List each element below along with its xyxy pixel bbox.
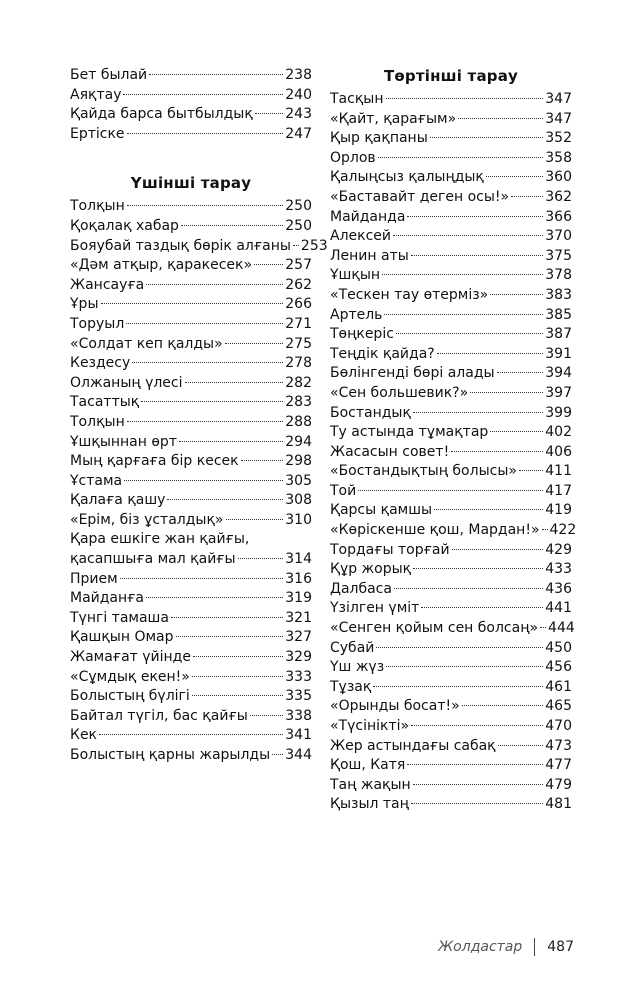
dot-leader [149,74,283,75]
toc-entry [330,795,572,815]
dot-leader [451,451,543,452]
toc-entry [330,364,572,384]
toc-entry-title: Қызыл таң [330,796,409,813]
toc-entry-page: 278 [285,355,312,372]
toc-entry-title: Той [330,482,357,499]
dot-leader [120,578,284,579]
toc-entry-page: 397 [545,384,572,401]
toc-entry-title: Олжаның үлесі [70,374,183,391]
dot-leader [241,460,284,461]
dot-leader [497,372,544,373]
dot-leader [462,705,544,706]
dot-leader [192,695,283,696]
toc-entry [330,384,572,404]
dot-leader [127,421,284,422]
toc-entry-page: 473 [545,737,572,754]
toc-entry-page: 385 [545,306,572,323]
toc-entry-page: 341 [285,727,312,744]
toc-entry-title: Түнгі тамаша [70,609,169,626]
toc-entry [70,237,328,257]
dot-leader [384,314,543,315]
toc-entry-page: 294 [285,433,312,450]
dot-leader [378,157,544,158]
toc-entry-title: Мың қарғаға бір кесек [70,453,239,470]
toc-entry [330,697,572,717]
toc-entry [330,247,572,267]
toc-entry [70,276,312,296]
toc-entry-title-line2: қасапшыға мал қайғы [70,551,236,568]
toc-entry [330,737,572,757]
toc-entry [70,472,312,492]
toc-entry [70,413,312,433]
toc-entry [330,619,575,639]
dot-leader [490,294,543,295]
toc-entry-title: Артель [330,306,383,323]
toc-entry-page: 305 [285,472,312,489]
toc-entry-page: 358 [545,149,572,166]
dot-leader [519,470,543,471]
dot-leader [386,666,543,667]
toc-entry-page: 327 [285,629,312,646]
toc-entry-page: 360 [545,169,572,186]
toc-list-part4 [330,90,577,815]
dot-leader [511,196,543,197]
toc-entry [70,354,312,374]
toc-entry-title: «Сен большевик?» [330,384,469,401]
toc-entry [70,374,312,394]
toc-entry [70,746,312,766]
toc-entry-page: 433 [545,561,572,578]
toc-entry-page: 250 [285,217,312,234]
dot-leader [413,568,543,569]
toc-entry [70,452,312,472]
dot-leader [542,529,548,530]
toc-entry-page: 344 [285,747,312,763]
toc-entry-title: Бет былай [70,67,148,83]
toc-entry-page: 250 [285,198,312,215]
toc-entry-title: Үш жүз [330,659,385,676]
toc-entry-page: 378 [545,267,572,284]
toc-entry-page: 422 [549,522,577,539]
toc-entry-page: 366 [545,208,572,225]
toc-entry [70,726,312,746]
toc-entry-page: 411 [545,463,572,480]
dot-leader [394,588,543,589]
toc-entry-page: 387 [545,326,572,343]
toc-entry-page: 481 [545,796,572,813]
toc-entry-page: 240 [285,86,312,103]
dot-leader [358,490,543,491]
toc-entry [70,570,312,590]
dot-leader [376,647,543,648]
dot-leader [179,441,283,442]
toc-entry-title: Таң жақын [330,776,411,793]
toc-entry [70,609,312,629]
toc-entry [70,315,312,335]
toc-entry-title: Қарсы қамшы [330,502,433,519]
section-heading-part3: Үшінші тарау [130,174,252,193]
dot-leader [393,235,543,236]
toc-entry-page: 282 [285,374,312,391]
dot-leader [382,274,543,275]
toc-entry-page: 347 [545,91,572,107]
toc-entry-page: 394 [545,365,572,382]
toc-entry-page: 243 [285,106,312,123]
toc-entry-title: Жамағат үйінде [70,649,191,666]
toc-entry [70,105,312,125]
page-footer [438,938,574,956]
toc-entry-title: Тұзақ [330,678,372,695]
toc-entry-page: 465 [545,698,572,715]
dot-leader [407,764,543,765]
toc-entry-title: Қайда барса бытбылдық [70,106,253,123]
toc-entry-page: 308 [285,492,312,509]
toc-entry-page: 335 [285,688,312,705]
toc-entry-page: 461 [545,678,572,695]
toc-entry-title: Тордағы торғай [330,541,450,558]
toc-entry-title: Алексей [330,228,392,245]
toc-entry [70,668,312,688]
toc-entry-title: «Солдат кеп қалды» [70,335,223,352]
dot-leader [132,362,283,363]
toc-entry-title: Бояубай таздық бөрік алғаны [70,237,291,254]
toc-entry [330,306,572,326]
toc-entry-title: Болыстың қарны жарылды [70,747,271,763]
toc-entry [70,511,312,531]
dot-leader [126,323,283,324]
toc-entry-title: Ұры [70,296,99,313]
toc-entry [330,521,577,541]
toc-entry-page: 406 [545,443,572,460]
toc-entry-page: 321 [285,609,312,626]
toc-entry-page: 271 [285,315,312,332]
running-title: Жолдастар [438,939,523,955]
toc-entry-title: «Сұмдық екен!» [70,668,190,685]
toc-entry-page: 288 [285,413,312,430]
toc-entry-two-line [70,530,312,569]
toc-entry-page: 352 [545,130,572,147]
toc-entry [330,501,572,521]
toc-entry-title: Субай [330,639,375,656]
toc-entry-title-line1: Қара ешкіге жан қайғы, [70,531,250,548]
dot-leader [185,382,284,383]
dot-leader [141,401,283,402]
toc-entry [70,256,312,276]
toc-entry-title: Ту астында тұмақтар [330,424,489,441]
toc-entry-title: Болыстың бүлігі [70,688,190,705]
toc-entry-page: 316 [285,570,312,587]
toc-entry-page: 370 [545,228,572,245]
toc-entry [70,648,312,668]
toc-entry-page: 441 [545,600,572,617]
toc-entry-title: «Тескен тау өтерміз» [330,286,489,303]
toc-entry [70,589,312,609]
toc-entry-title: «Ерім, біз ұсталдық» [70,511,224,528]
toc-entry-page: 402 [545,424,572,441]
toc-entry-title: Теңдік қайда? [330,345,435,362]
toc-entry-page: 479 [545,776,572,793]
dot-leader [540,627,546,628]
toc-entry-page: 262 [285,276,312,293]
toc-entry-title: Орлов [330,149,376,166]
toc-entry-page: 417 [545,482,572,499]
toc-entry [330,658,572,678]
toc-entry [70,66,312,86]
dot-leader [171,617,283,618]
toc-entry [330,266,572,286]
toc-entry-title: Аяқтау [70,86,122,103]
dot-leader [124,480,283,481]
toc-list-part3-a [70,197,328,530]
dot-leader [411,803,543,804]
toc-entry-page: 429 [545,541,572,558]
toc-entry-title: Ленин аты [330,247,409,264]
dot-leader [181,225,283,226]
page-number: 487 [547,939,574,955]
toc-entry [330,580,572,600]
dot-leader [176,636,284,637]
toc-entry [330,560,572,580]
toc-entry [330,443,572,463]
toc-entry-page: 298 [285,453,312,470]
dot-leader [430,137,544,138]
toc-entry [330,110,572,130]
toc-entry [70,295,312,315]
toc-entry-title: Қалаға қашу [70,492,166,509]
toc-entry [70,433,312,453]
toc-entry-title: Толқын [70,198,125,215]
dot-leader [238,558,284,559]
toc-entry-page: 238 [285,67,312,83]
dot-leader [293,245,299,246]
toc-entry-page: 253 [300,237,328,254]
toc-list-top [70,66,312,144]
toc-left-column [70,66,328,766]
toc-entry-page: 310 [285,511,312,528]
toc-entry-title: Толқын [70,413,125,430]
toc-entry-page: 319 [285,590,312,607]
toc-entry [330,423,572,443]
toc-entry [330,462,572,482]
toc-entry-page: 362 [545,188,572,205]
toc-entry-title: Ұстама [70,472,123,489]
dot-leader [146,597,283,598]
toc-entry [330,188,572,208]
toc-entry-page: 338 [285,707,312,724]
dot-leader [452,549,544,550]
toc-entry [330,90,572,110]
dot-leader [255,113,283,114]
footer-divider [534,938,535,956]
toc-entry-title: Қоқалақ хабар [70,217,179,234]
toc-entry [330,404,572,424]
dot-leader [127,133,284,134]
toc-entry-title: Торуыл [70,315,125,332]
dot-leader [411,725,543,726]
toc-entry [70,86,312,106]
toc-entry-title: Майданда [330,208,406,225]
toc-entry-page: 399 [545,404,572,421]
dot-leader [146,284,283,285]
dot-leader [127,205,284,206]
toc-entry-title: Үзілген үміт [330,600,420,617]
toc-entry-title: «Орынды босат!» [330,698,460,715]
toc-entry-title: «Бостандықтың болысы» [330,463,517,480]
toc-entry [330,168,572,188]
toc-entry-title: Жансауға [70,276,145,293]
dot-leader [470,392,543,393]
toc-entry-title: Кек [70,727,98,744]
toc-entry [330,776,572,796]
toc-entry-page: 257 [285,257,312,274]
toc-entry-title: Тасқын [330,91,384,107]
toc-entry-page: 347 [545,110,572,127]
toc-entry-title: Прием [70,570,118,587]
dot-leader [167,499,283,500]
toc-entry-title: Қалыңсыз қалыңдық [330,169,484,186]
dot-leader [254,264,283,265]
toc-entry-title: Төңкеріс [330,326,394,343]
dot-leader [192,676,283,677]
toc-entry-page: 383 [545,286,572,303]
toc-entry-title: Тасаттық [70,394,140,411]
dot-leader [250,715,284,716]
toc-entry [70,125,312,145]
dot-leader [498,745,544,746]
toc-entry [70,217,312,237]
toc-entry-title: Далбаса [330,580,392,597]
toc-entry-page: 391 [545,345,572,362]
toc-entry-title: «Қайт, қарағым» [330,110,457,127]
toc-entry [330,678,572,698]
dot-leader [386,98,544,99]
toc-list-part3-b [70,570,312,766]
toc-entry-page: 266 [285,296,312,313]
dot-leader [373,686,543,687]
toc-entry-title: Ертіске [70,125,125,142]
dot-leader [458,118,543,119]
toc-entry [330,227,572,247]
toc-entry-page: 444 [548,620,575,637]
toc-entry [330,717,572,737]
toc-entry [70,687,312,707]
toc-entry-title: Жасасын совет! [330,443,450,460]
dot-leader [407,216,543,217]
toc-entry-title: «Баставайт деген осы!» [330,188,510,205]
toc-entry-title: Байтал түгіл, бас қайғы [70,707,248,724]
toc-entry-title: Бөлінгенді бөрі алады [330,365,495,382]
dot-leader [225,343,284,344]
dot-leader [396,333,543,334]
toc-entry-title: «Сенген қойым сен болсаң» [330,620,539,637]
toc-entry-title: Қош, Катя [330,757,406,774]
toc-entry [330,482,572,502]
toc-entry-page: 456 [545,659,572,676]
section-heading-part4: Төртінші тарау [383,67,519,85]
toc-entry [330,129,572,149]
dot-leader [413,412,543,413]
toc-entry [330,345,572,365]
toc-right-column [330,66,577,815]
toc-entry [70,393,312,413]
toc-entry-page: 375 [545,247,572,264]
dot-leader [193,656,283,657]
toc-entry-title: Кездесу [70,355,131,372]
toc-entry-page: 450 [545,639,572,656]
dot-leader [490,431,543,432]
toc-entry [70,707,312,727]
toc-entry [330,149,572,169]
toc-entry [330,286,572,306]
toc-entry [330,639,572,659]
dot-leader [411,255,543,256]
dot-leader [421,607,543,608]
dot-leader [437,353,544,354]
toc-entry-title: Жер астындағы сабақ [330,737,496,754]
toc-entry-title: Бостандық [330,404,411,421]
toc-entry-page: 329 [285,649,312,666]
dot-leader [101,303,284,304]
toc-entry-line2 [70,550,312,570]
toc-entry [70,197,312,217]
toc-entry-title: Майданға [70,590,145,607]
toc-entry-page: 333 [285,668,312,685]
toc-entry-page: 247 [285,125,312,142]
toc-entry [70,335,312,355]
toc-entry [330,325,572,345]
toc-entry-page: 470 [545,718,572,734]
toc-entry [70,628,312,648]
dot-leader [486,176,543,177]
dot-leader [272,754,283,755]
toc-entry-page: 275 [285,335,312,352]
toc-entry-title: Қашқын Омар [70,629,174,646]
dot-leader [413,784,544,785]
toc-entry [330,208,572,228]
dot-leader [123,94,283,95]
toc-entry-title: Қыр қақпаны [330,130,428,147]
toc-entry-title: Ұшқыннан өрт [70,433,177,450]
toc-entry-page: 419 [545,502,572,519]
toc-entry [330,541,572,561]
toc-entry-page: 314 [285,551,312,568]
dot-leader [99,734,283,735]
toc-entry-title: Құр жорық [330,561,412,578]
toc-entry-title: Ұшқын [330,267,381,284]
toc-entry-title: «Түсінікті» [330,718,410,734]
toc-entry-page: 283 [285,394,312,411]
toc-entry [330,756,572,776]
toc-entry-page: 436 [545,580,572,597]
toc-entry-page: 477 [545,757,572,774]
toc-entry [330,599,572,619]
toc-entry-title: «Дәм атқыр, қаракесек» [70,257,253,274]
toc-entry-title: «Көріскенше қош, Мардан!» [330,522,540,539]
toc-entry [70,491,312,511]
dot-leader [434,509,543,510]
dot-leader [226,519,284,520]
